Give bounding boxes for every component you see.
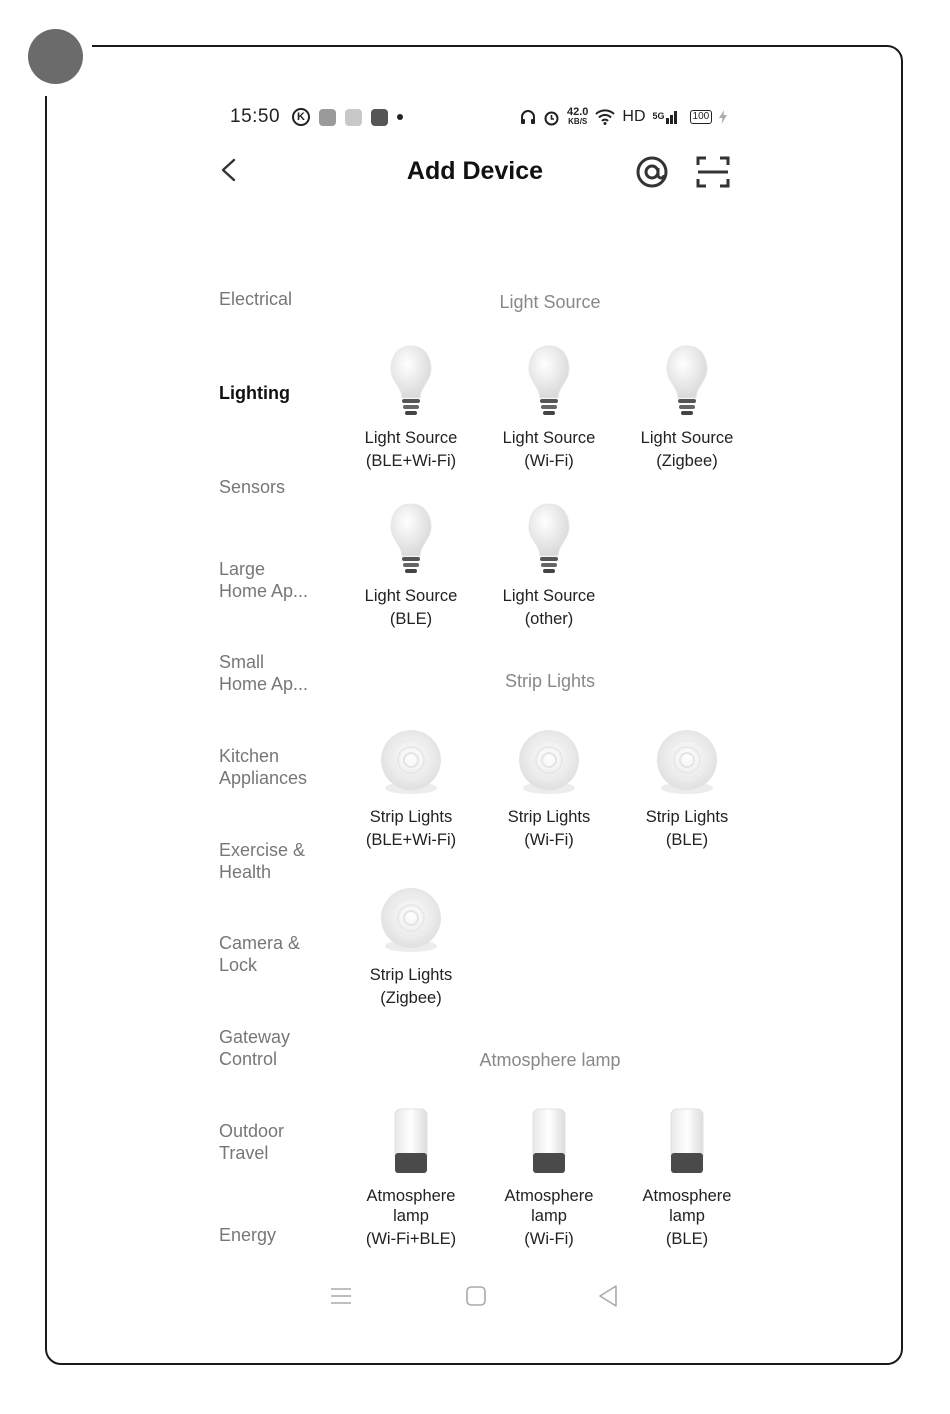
page-title: Add Device bbox=[406, 157, 544, 185]
speed-value: 42.0 bbox=[567, 106, 589, 118]
device-light-source-ble-wifi[interactable]: Light Source (BLE+Wi-Fi) bbox=[346, 343, 476, 473]
device-strip-lights-ble-wifi[interactable]: Strip Lights (BLE+Wi-Fi) bbox=[346, 722, 476, 852]
alarm-icon bbox=[543, 109, 560, 126]
atmosphere-lamp-icon bbox=[509, 1101, 589, 1181]
category-kitchen-appliances[interactable]: Kitchen Appliances bbox=[219, 746, 308, 788]
bulb-icon bbox=[509, 501, 589, 581]
home-icon[interactable] bbox=[465, 1284, 487, 1308]
k-app-icon: K bbox=[292, 108, 310, 126]
back-triangle-icon[interactable] bbox=[597, 1284, 619, 1308]
section-title-strip-lights: Strip Lights bbox=[504, 671, 596, 691]
hd-indicator: HD bbox=[622, 108, 646, 125]
system-nav-bar bbox=[330, 1284, 630, 1310]
category-exercise-health[interactable]: Exercise & Health bbox=[219, 840, 306, 882]
wifi-icon bbox=[595, 109, 615, 125]
category-gateway-control[interactable]: Gateway Control bbox=[219, 1027, 291, 1069]
category-electrical[interactable]: Electrical bbox=[219, 289, 293, 309]
bulb-icon bbox=[647, 343, 727, 423]
bulb-icon bbox=[509, 343, 589, 423]
scan-icon[interactable] bbox=[695, 154, 731, 190]
bulb-icon bbox=[371, 343, 451, 423]
app-notification-icon-2 bbox=[345, 109, 362, 126]
speed-indicator bbox=[567, 108, 588, 126]
device-atmosphere-lamp-wifi-ble[interactable]: Atmosphere lamp (Wi-Fi+BLE) bbox=[346, 1101, 476, 1251]
notification-icons bbox=[292, 108, 403, 126]
category-energy[interactable]: Energy bbox=[219, 1225, 277, 1245]
app-header bbox=[210, 150, 740, 200]
system-icons bbox=[520, 108, 727, 126]
atmosphere-lamp-icon bbox=[371, 1101, 451, 1181]
device-light-source-other[interactable]: Light Source (other) bbox=[484, 501, 614, 631]
device-strip-lights-ble[interactable]: Strip Lights (BLE) bbox=[622, 722, 752, 852]
menu-icon[interactable] bbox=[330, 1284, 352, 1308]
strip-light-icon bbox=[371, 880, 451, 960]
app-notification-icon bbox=[319, 109, 336, 126]
category-large-home-appliances[interactable]: Large Home Ap... bbox=[219, 559, 309, 601]
charging-icon bbox=[719, 110, 727, 124]
at-sign-icon[interactable] bbox=[634, 154, 670, 190]
atmosphere-lamp-icon bbox=[647, 1101, 727, 1181]
strip-light-icon bbox=[647, 722, 727, 802]
speed-unit: KB/S bbox=[568, 117, 588, 126]
network-type: 5G bbox=[652, 110, 665, 121]
decorative-dot bbox=[28, 29, 83, 84]
network-indicator bbox=[653, 111, 677, 124]
device-strip-lights-zigbee[interactable]: Strip Lights (Zigbee) bbox=[346, 880, 476, 1010]
device-light-source-ble[interactable]: Light Source (BLE) bbox=[346, 501, 476, 631]
category-small-home-appliances[interactable]: Small Home Ap... bbox=[219, 652, 309, 694]
section-title-light-source: Light Source bbox=[499, 292, 601, 312]
strip-light-icon bbox=[509, 722, 589, 802]
category-outdoor-travel[interactable]: Outdoor Travel bbox=[219, 1121, 285, 1163]
more-dot-icon bbox=[397, 114, 403, 120]
bulb-icon bbox=[371, 501, 451, 581]
status-time: 15:50 bbox=[230, 106, 281, 127]
strip-light-icon bbox=[371, 722, 451, 802]
device-atmosphere-lamp-ble[interactable]: Atmosphere lamp (BLE) bbox=[622, 1101, 752, 1251]
category-lighting[interactable]: Lighting bbox=[219, 383, 290, 403]
status-bar bbox=[230, 104, 730, 130]
device-light-source-zigbee[interactable]: Light Source (Zigbee) bbox=[622, 343, 752, 473]
headphones-icon bbox=[520, 109, 536, 125]
battery-icon: 100 bbox=[690, 110, 713, 124]
category-camera-lock[interactable]: Camera & Lock bbox=[219, 933, 301, 975]
category-sensors[interactable]: Sensors bbox=[219, 477, 286, 497]
device-strip-lights-wifi[interactable]: Strip Lights (Wi-Fi) bbox=[484, 722, 614, 852]
section-title-atmosphere-lamp: Atmosphere lamp bbox=[479, 1050, 621, 1070]
device-atmosphere-lamp-wifi[interactable]: Atmosphere lamp (Wi-Fi) bbox=[484, 1101, 614, 1251]
device-light-source-wifi[interactable]: Light Source (Wi-Fi) bbox=[484, 343, 614, 473]
play-app-icon bbox=[371, 109, 388, 126]
